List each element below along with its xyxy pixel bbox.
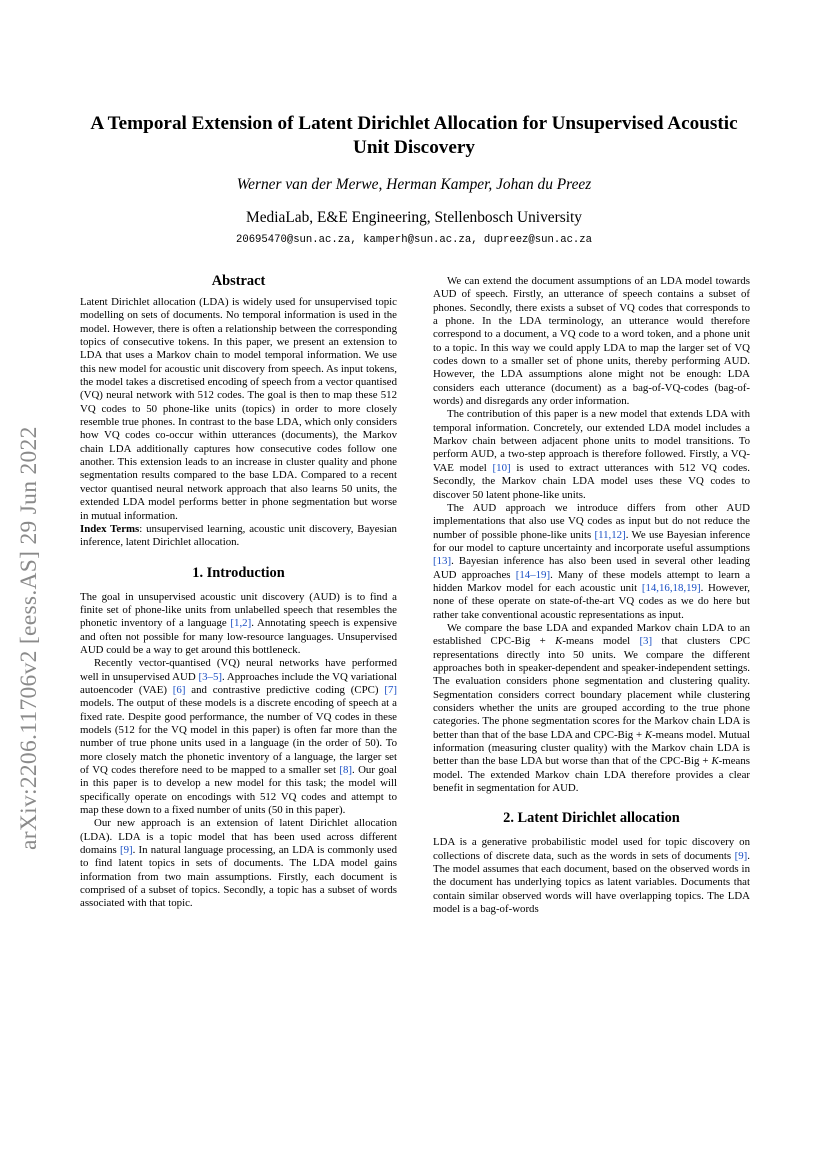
citation-link[interactable]: [1,2]: [230, 617, 252, 630]
arxiv-identifier: arXiv:2206.11706v2 [eess.AS] 29 Jun 2022: [16, 426, 42, 850]
intro-paragraph-4: We can extend the document assumptions of an LDA model towards AUD of speech. Firstly, an utterance of speech contains a subset of phones. Secondly, there exists a subset of VQ codes that corresponds to a phone. In the LDA terminology, an utterance would therefore correspond to a document, a VQ code to a word token, and a phone unit to a topic. In this way we could apply LDA to map the larger set of VQ codes down to a smaller set of phone units, thereby performing AUD. However, the LDA assumptions alone might not be enough: LDA considers each utterance (document) as a bag-of-VQ-codes (bag-of-words) and disregards any order information.: [433, 275, 750, 408]
paper-title: A Temporal Extension of Latent Dirichlet Allocation for Unsupervised Acoustic Unit Discovery: [90, 113, 738, 158]
right-column: [433, 275, 750, 916]
citation-link[interactable]: [11,12]: [594, 528, 626, 541]
citation-link[interactable]: [14,16,18,19]: [641, 581, 701, 594]
index-terms: [80, 523, 397, 550]
citation-link[interactable]: [13]: [433, 555, 452, 568]
section-2-heading: 2. Latent Dirichlet allocation: [503, 810, 680, 827]
lda-paragraph-1: LDA is a generative probabilistic model used for topic discovery on collections of discrete data, such as the words in sets of documents [9]. The model assumes that each document, based on the observed words in the document has underlying topics as latent variables. Documents that contain similar observed words will have overlapping topics. The LDA model is a bag-of-words: [433, 836, 750, 916]
citation-link[interactable]: [6]: [172, 683, 186, 696]
author-emails: 20695470@sun.ac.za, kamperh@sun.ac.za, dupreez@sun.ac.za: [235, 234, 592, 246]
section-1-heading: 1. Introduction: [192, 564, 285, 581]
citation-link[interactable]: [9]: [734, 849, 748, 862]
intro-paragraph-1: The goal in unsupervised acoustic unit discovery (AUD) is to find a finite set of phone-like units from unlabelled speech that resembles the phonetic inventory of a language [1,2]. Annotating speech is expensive and often not possible for many low-resource languages. Unsupervised AUD could be a way to get around this bottleneck.: [80, 590, 397, 656]
intro-paragraph-3: Our new approach is an extension of latent Dirichlet allocation (LDA). LDA is a topic model that has been used across different domains [9]. In natural language processing, an LDA is commonly used to find latent topics in sets of documents. The LDA model gains information from two main assumptions. Firstly, each document is comprised of a subset of topics. Secondly, a topic has a subset of words associated with that topic.: [80, 817, 398, 910]
abstract-heading: Abstract: [211, 273, 266, 289]
intro-paragraph-5: The contribution of this paper is a new model that extends LDA with temporal information. Concretely, our extended LDA model includes a Markov chain between adjacent phone units to model transitions. To perform AUD, a two-step approach is therefore followed. Firstly, a VQ-VAE model [10] is used to extract utterances with 512 VQ codes. Secondly, the Markov chain LDA model uses these VQ codes to discover 50 latent phone-like units.: [433, 408, 750, 501]
citation-link[interactable]: [14–19]: [515, 568, 551, 581]
citation-link[interactable]: [3]: [639, 635, 653, 648]
left-column: [80, 272, 397, 911]
index-terms-label: Index Terms: [80, 522, 140, 535]
citation-link[interactable]: [8]: [339, 764, 353, 776]
index-terms-text: : unsupervised learning, acoustic unit discovery, Bayesian inference, latent Dirichlet allocation.: [80, 522, 397, 549]
citation-link[interactable]: [10]: [492, 461, 511, 474]
citation-link[interactable]: [9]: [119, 844, 133, 857]
intro-paragraph-2: Recently vector-quantised (VQ) neural networks have performed well in unsupervised AUD [3–5]. Approaches include the VQ variational autoencoder (VAE) [6] and contrastive predictive coding (CPC) [7] models. The output of these models is a discrete encoding of speech at a fixed rate. Despite good performance, the number of VQ codes in these models (512 for the VQ model in this paper) is often far more than the number of true phone units used in a language (in the order of 50). To more closely match the phonetic inventory of a language, the larger set of VQ codes therefore need to be mapped to a smaller set [8]. Our goal in this paper is to develop a new model for this task; the model will specifically operate on encodings with 512 VQ codes and attempt to map these down to a fixed number of units (50 in this paper).: [80, 657, 397, 817]
affiliation: MediaLab, E&E Engineering, Stellenbosch University: [246, 209, 582, 226]
citation-link[interactable]: [3–5]: [198, 670, 222, 683]
author-list: Werner van der Merwe, Herman Kamper, Johan du Preez: [236, 176, 592, 193]
intro-paragraph-7: We compare the base LDA and expanded Markov chain LDA to an established CPC-Big + K-means model [3] that clusters CPC representations directly into 50 units. We compare the different approaches both in speaker-dependent and speaker-independent settings. The evaluation considers phone segmentation and clustering quality. Segmentation considers correct boundary placement while clustering considers whether the units are grouped according to the true phone categories. The phone segmentation scores for the Markov chain LDA is better than that of the base LDA and CPC-Big + K-means model. Mutual information (measuring cluster quality) with the Markov chain LDA is better than the base LDA but worse than that of the CPC-Big + K-means model. The extended Markov chain LDA therefore provides a clear benefit in segmentation for AUD.: [433, 621, 750, 795]
intro-paragraph-6: The AUD approach we introduce differs from other AUD implementations that also use VQ codes as input but do not reduce the number of possible phone-like units [11,12]. We use Bayesian inference for our model to capture uncertainty and incorporate useful assumptions [13]. Bayesian inference has also been used in several other leading AUD approaches [14–19]. Many of these models attempt to learn a hidden Markov model for each acoustic unit [14,16,18,19]. However, none of these operate on state-of-the-art VQ codes as we do here but rather take conventional acoustic representations as input.: [433, 501, 751, 621]
citation-link[interactable]: [7]: [384, 683, 397, 696]
abstract-text: Latent Dirichlet allocation (LDA) is widely used for unsupervised topic modelling on sets of documents. No temporal information is used in the model. However, there is often a relationship between the corresponding topics of consecutive tokens. In this paper, we present an extension to LDA that uses a Markov chain to model temporal information. We use this new model for acoustic unit discovery from speech. As input tokens, the model takes a discretised encoding of speech from a vector quantised (VQ) neural network with 512 codes. The goal is then to map these 512 VQ codes to 50 phone-like units (topics) in order to more closely resemble true phones. In contrast to the base LDA, which only considers how VQ codes co-occur within utterances (documents), the Markov chain LDA additionally captures how consecutive codes follow one another. This extension leads to an increase in cluster quality and phone segmentation results compared to the base LDA. Compared to a recent vector quantised neural network approach that also learns 50 units, the extended LDA model performs better in phone segmentation but worse in mutual information.: [80, 296, 397, 522]
